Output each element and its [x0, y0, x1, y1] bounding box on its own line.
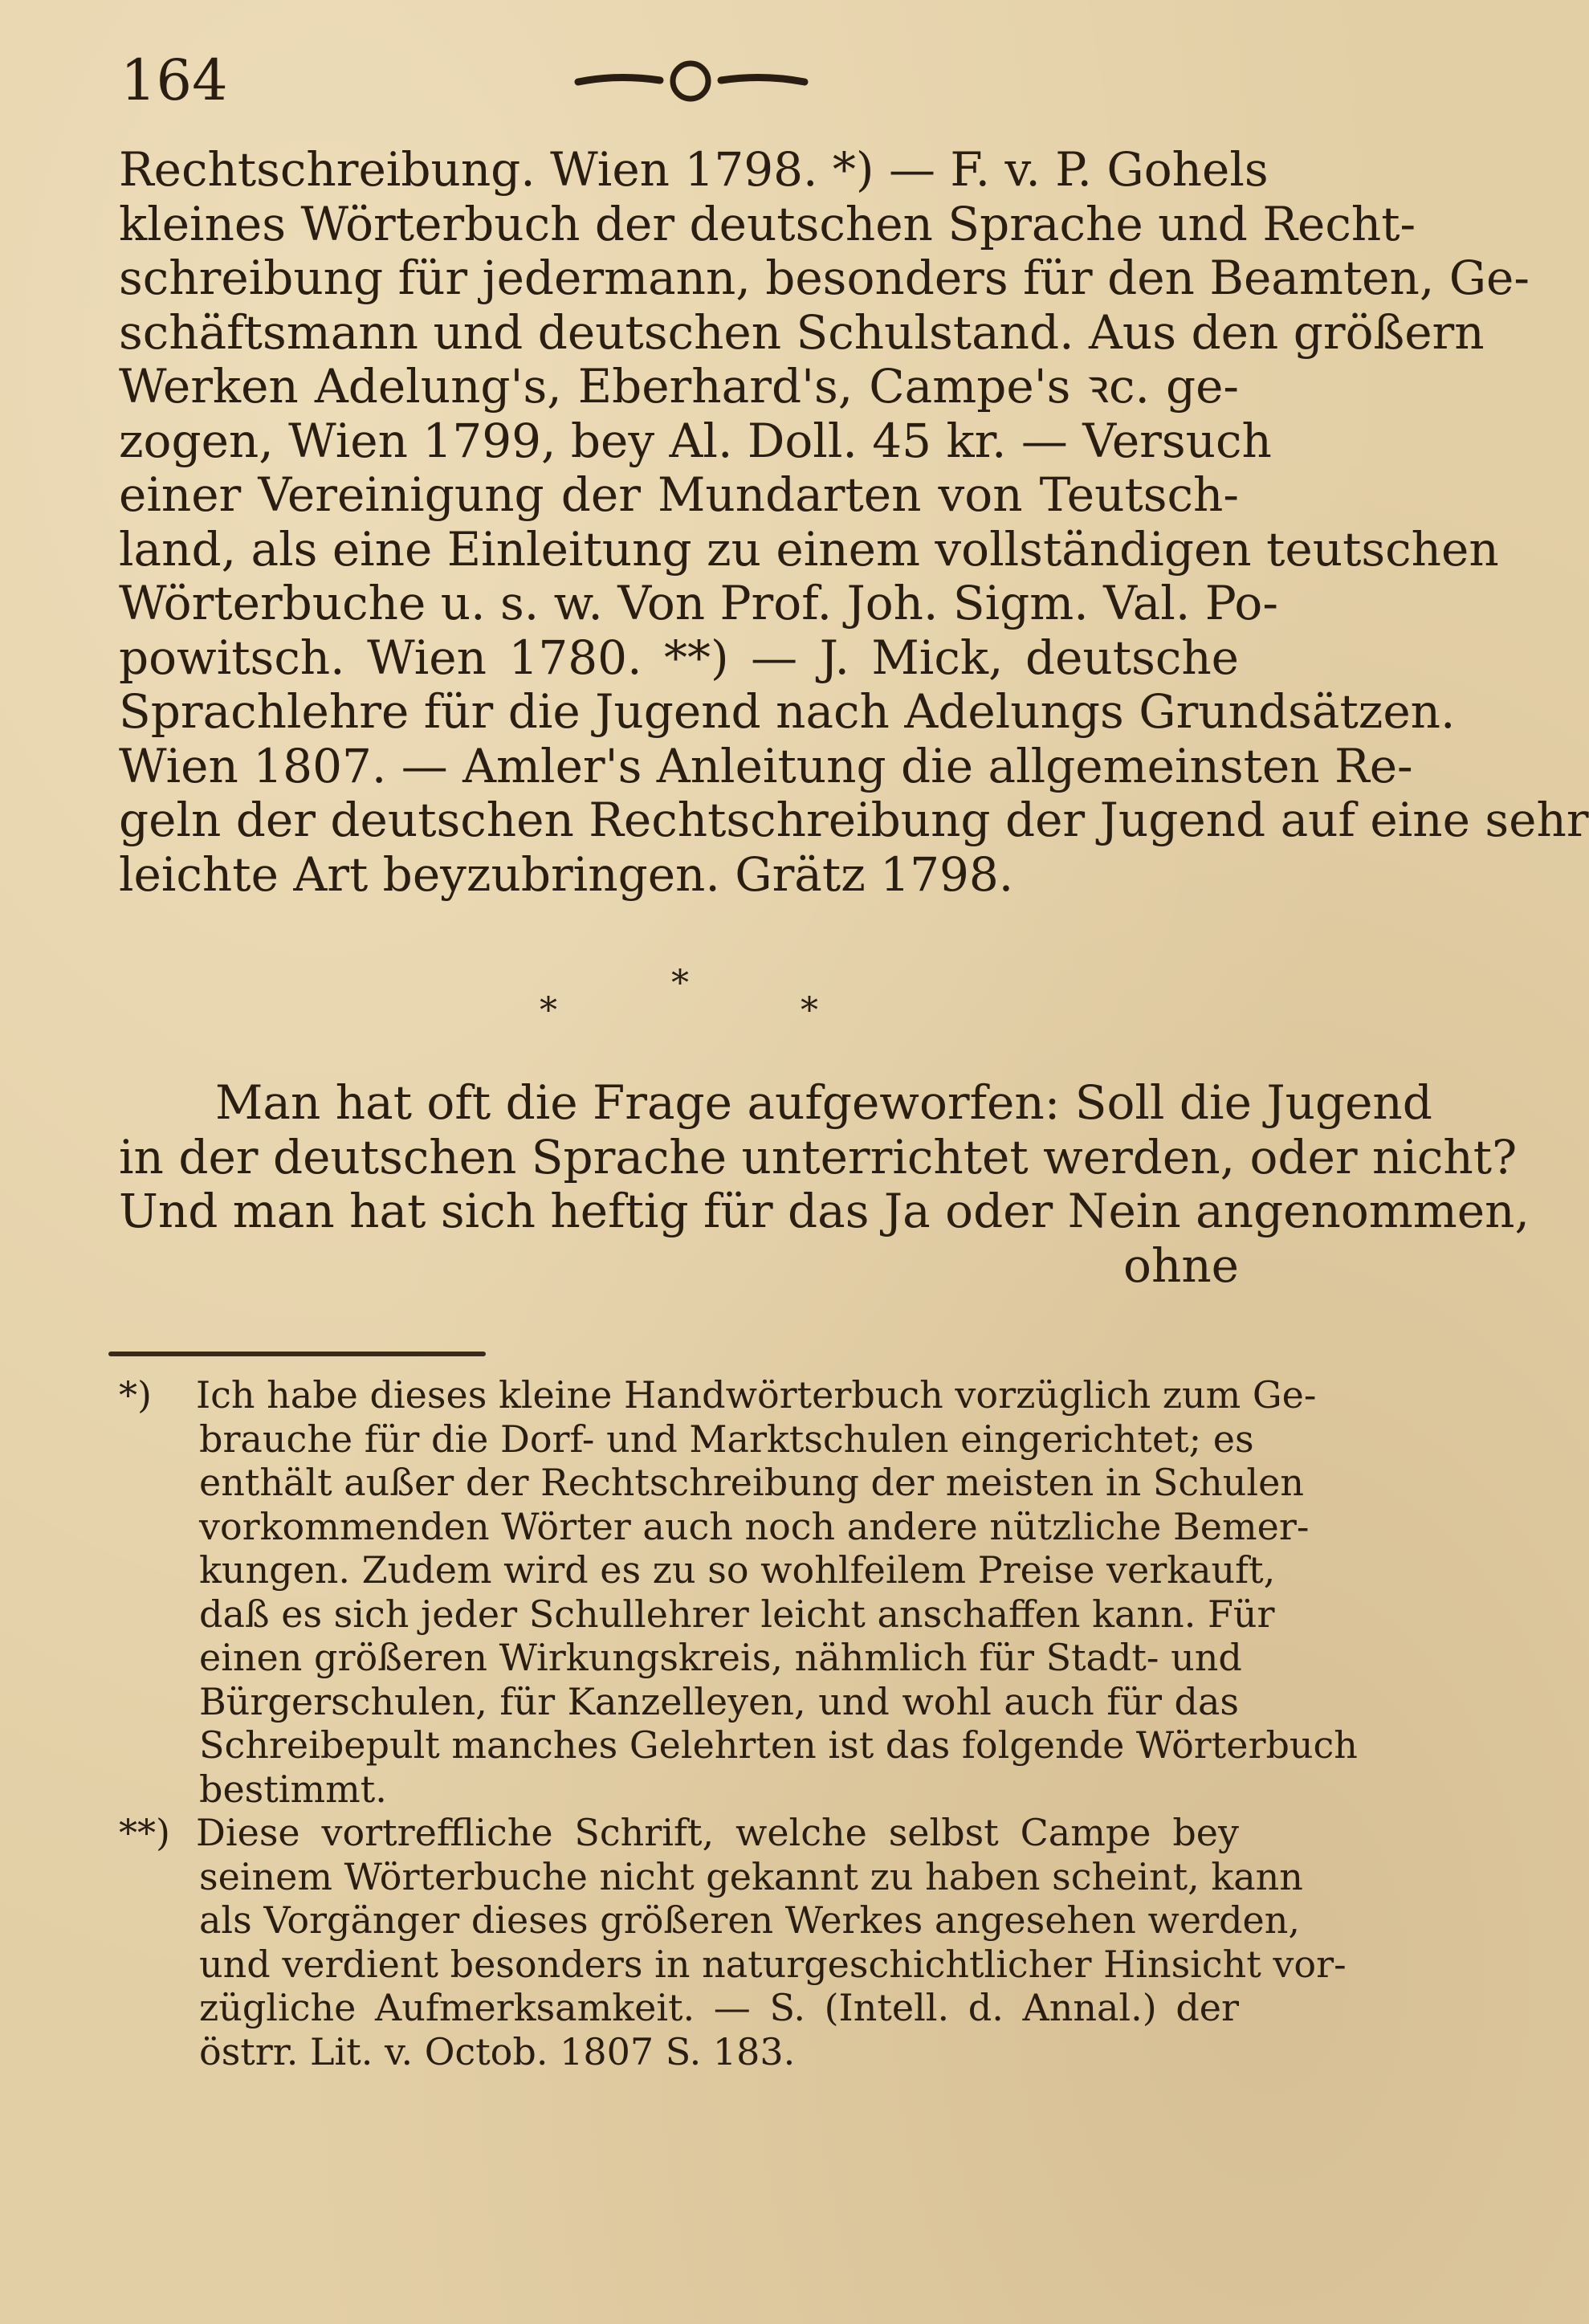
footnote-line: als Vorgänger dieses größeren Werkes angesehen werden,	[199, 1898, 1301, 1942]
footnote-line: zügliche Aufmerksamkeit. — S. (Intell. d. Annal.) der	[199, 1986, 1239, 2029]
footnote-line: bestimmt.	[199, 1767, 387, 1811]
footnote-line: vorkommenden Wörter auch noch andere nützliche Bemer-	[199, 1504, 1310, 1548]
text-line: einer Vereinigung der Mundarten von Teutsch-	[119, 467, 1239, 522]
text-line: schäftsmann und deutschen Schulstand. Aus den größern	[119, 304, 1485, 360]
text-line: geln der deutschen Rechtschreibung der Jugend auf eine sehr	[119, 793, 1589, 847]
asterism-star-left: *	[540, 990, 557, 1031]
text-line: kleines Wörterbuch der deutschen Sprache und Recht-	[119, 196, 1416, 251]
footnote-1	[119, 1373, 1358, 1811]
text-line: leichte Art beyzubringen. Grätz 1798.	[119, 846, 1014, 902]
text-line: in der deutschen Sprache unterrichtet werden, oder nicht?	[119, 1129, 1518, 1184]
footnote-rule	[108, 1352, 486, 1356]
text-line: schreibung für jedermann, besonders für den Beamten, Ge-	[119, 251, 1530, 305]
catchword: ohne	[1123, 1237, 1239, 1293]
text-line: land, als eine Einleitung zu einem vollständigen teutschen	[119, 521, 1499, 577]
footnote-line: enthält außer der Rechtschreibung der meisten in Schulen	[199, 1461, 1304, 1504]
rule-circle-ornament-icon	[570, 53, 811, 109]
footnote-marker: *)	[119, 1373, 152, 1417]
footnote-line	[119, 1811, 1239, 1855]
text-line: Wien 1807. — Amler's Anleitung die allgemeinsten Re-	[119, 738, 1413, 793]
text-line: Sprachlehre für die Jugend nach Adelungs Grundsätzen.	[119, 684, 1456, 739]
footnote-line	[119, 1373, 1317, 1417]
text-line: Wörterbuche u. s. w. Von Prof. Joh. Sigm. Val. Po-	[119, 576, 1278, 630]
footnote-text: Ich habe dieses kleine Handwörterbuch vorzüglich zum Ge-	[196, 1373, 1317, 1417]
asterism-star-top: *	[671, 963, 689, 1004]
paragraph-block	[119, 1075, 1530, 1293]
page-header	[120, 48, 1228, 112]
text-line: Und man hat sich heftig für das Ja oder Nein angenommen,	[119, 1184, 1530, 1238]
footnote-2	[119, 1811, 1347, 2073]
footnote-line: kungen. Zudem wird es zu so wohlfeilem Preise verkauft,	[199, 1548, 1276, 1592]
footnote-line: einen größeren Wirkungskreis, nähmlich für Stadt- und	[199, 1636, 1242, 1679]
footnote-line: Bürgerschulen, für Kanzelleyen, und wohl auch für das	[199, 1679, 1239, 1723]
footnote-text: Diese vortreffliche Schrift, welche selbst Campe bey	[196, 1811, 1239, 1854]
footnote-line: und verdient besonders in naturgeschichtlicher Hinsicht vor-	[199, 1942, 1347, 1986]
text-line: Man hat oft die Frage aufgeworfen: Soll die Jugend	[215, 1075, 1432, 1130]
page-number: 164	[120, 47, 228, 113]
footnote-line: östrr. Lit. v. Octob. 1807 S. 183.	[199, 2029, 796, 2073]
footnotes-block	[119, 1373, 1358, 2073]
text-line: Werken Adelung's, Eberhard's, Campe's ꝛc. ge-	[119, 359, 1239, 414]
asterism-star-right: *	[801, 990, 818, 1031]
footnote-line: daß es sich jeder Schullehrer leicht anschaffen kann. Für	[199, 1592, 1275, 1636]
asterism-divider	[0, 960, 1297, 1032]
footnote-line: seinem Wörterbuche nicht gekannt zu haben scheint, kann	[199, 1854, 1303, 1898]
main-text-block	[119, 142, 1589, 902]
text-line: powitsch. Wien 1780. **) — J. Mick, deutsche	[119, 630, 1239, 685]
footnote-marker: **)	[119, 1811, 170, 1854]
text-line: Rechtschreibung. Wien 1798. *) — F. v. P. Gohels	[119, 142, 1269, 197]
footnote-line: brauche für die Dorf- und Marktschulen eingerichtet; es	[199, 1417, 1254, 1461]
text-line: zogen, Wien 1799, bey Al. Doll. 45 kr. — Versuch	[119, 413, 1272, 468]
footnote-line: Schreibepult manches Gelehrten ist das folgende Wörterbuch	[199, 1723, 1358, 1767]
